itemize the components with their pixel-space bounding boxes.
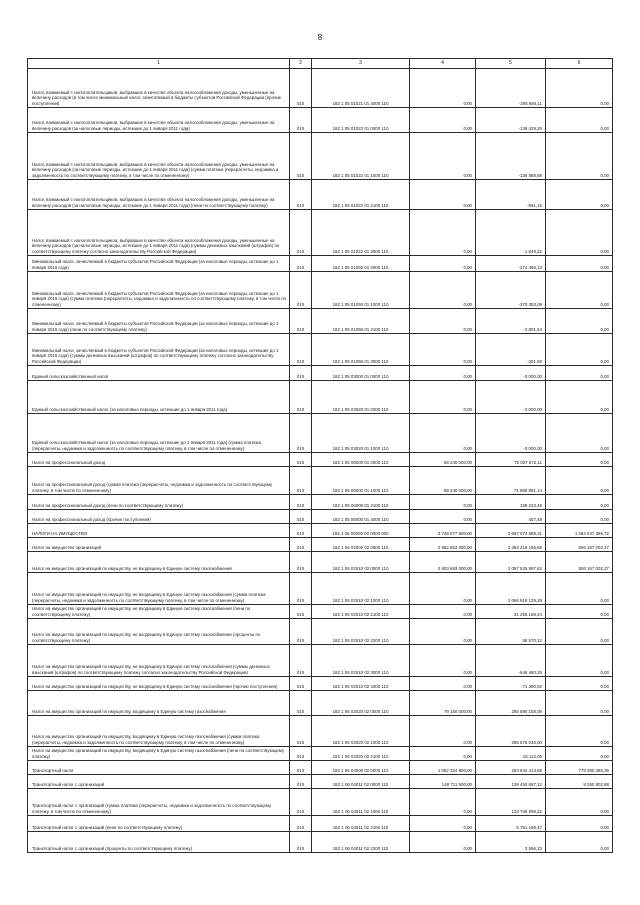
- row-approved-amount: 0,00: [410, 108, 476, 133]
- row-approved-amount: 2 682 853 000,00: [410, 538, 476, 552]
- row-approved-amount: 0,00: [410, 414, 476, 453]
- column-header: 1: [28, 59, 290, 69]
- row-line-code: 010: [290, 510, 312, 524]
- row-line-code: 010: [290, 691, 312, 716]
- row-executed-amount: -646 480,29: [476, 645, 546, 677]
- row-executed-amount: 133 706 998,22: [476, 789, 546, 816]
- row-executed-amount: 285 675 046,00: [476, 716, 546, 747]
- row-approved-amount: 58 240 000,00: [410, 467, 476, 495]
- row-line-code: 010: [290, 366, 312, 381]
- table-row: [28, 552, 613, 573]
- row-approved-amount: 0,00: [410, 645, 476, 677]
- table-row: [28, 605, 613, 619]
- row-executed-amount: -270 353,09: [476, 272, 546, 309]
- row-line-code: 010: [290, 832, 312, 853]
- table-row: [28, 832, 613, 853]
- row-unexecuted-amount: 0,00: [546, 366, 613, 381]
- row-classification-code: 182 1 05 01021 01 4000 110: [312, 69, 410, 108]
- row-unexecuted-amount: 0,00: [546, 832, 613, 853]
- row-line-code: 010: [290, 210, 312, 256]
- table-row: [28, 538, 613, 552]
- row-classification-code: 182 1 06 00000 00 0000 000: [312, 524, 410, 538]
- row-classification-code: 182 1 06 02010 02 3000 110: [312, 645, 410, 677]
- row-classification-code: 182 1 05 01022 01 2100 110: [312, 180, 410, 210]
- row-unexecuted-amount: 9 260 802,88: [546, 775, 613, 789]
- row-approved-amount: 58 240 000,00: [410, 453, 476, 467]
- row-description: Транспортный налог с организаций (проценты по соответствующему платежу): [28, 832, 290, 853]
- row-executed-amount: -139 429,25: [476, 108, 546, 133]
- row-unexecuted-amount: 0,00: [546, 645, 613, 677]
- row-description: Налог на профессиональный доход (сумма платежа (перерасчеты, недоимка и задолженность по соответствующему платежу, в том числе по отмененному): [28, 467, 290, 495]
- row-line-code: 010: [290, 180, 312, 210]
- row-executed-amount: 283 844 413,65: [476, 761, 546, 775]
- row-description: Налог на имущество организаций по имуществу, не входящему в Единую систему газоснабжения (пени по соответствующему платежу): [28, 605, 290, 619]
- row-classification-code: 182 1 05 03020 01 1000 110: [312, 414, 410, 453]
- row-unexecuted-amount: 0,00: [546, 453, 613, 467]
- row-line-code: 010: [290, 552, 312, 573]
- table-row: [28, 761, 613, 775]
- row-approved-amount: 79 160 000,00: [410, 691, 476, 716]
- row-line-code: 010: [290, 775, 312, 789]
- row-approved-amount: 3 745 077 800,00: [410, 524, 476, 538]
- table-row: [28, 573, 613, 605]
- row-executed-amount: 285 690 158,05: [476, 691, 546, 716]
- row-line-code: 010: [290, 538, 312, 552]
- row-line-code: 010: [290, 309, 312, 334]
- row-description: Налог на профессиональный доход (прочие поступления): [28, 510, 290, 524]
- row-approved-amount: 0,00: [410, 180, 476, 210]
- row-unexecuted-amount: 0,00: [546, 133, 613, 180]
- row-classification-code: 182 1 05 06000 01 1000 110: [312, 467, 410, 495]
- table-row: [28, 133, 613, 180]
- row-description: Транспортный налог: [28, 761, 290, 775]
- row-approved-amount: 0,00: [410, 832, 476, 853]
- table-row: [28, 414, 613, 453]
- row-executed-amount: -1 849,22: [476, 210, 546, 256]
- row-classification-code: 182 1 05 01022 01 3000 110: [312, 210, 410, 256]
- column-header: 2: [290, 59, 312, 69]
- row-unexecuted-amount: 0,00: [546, 816, 613, 832]
- row-unexecuted-amount: 0,00: [546, 180, 613, 210]
- row-description: Налог на имущество организаций по имуществу, не входящему в Единую систему газоснабжения (суммы денежных взысканий (штрафов) по соответствующему платежу согласно законодательству Российской Федерации): [28, 645, 290, 677]
- row-line-code: 010: [290, 256, 312, 272]
- row-line-code: 010: [290, 272, 312, 309]
- table-row: [28, 381, 613, 414]
- row-description: Налог на имущество организаций: [28, 538, 290, 552]
- table-row: [28, 716, 613, 747]
- row-description: Налог на имущество организаций по имуществу, не входящему в Единую систему газоснабжения (прочие поступления): [28, 677, 290, 691]
- column-header: 3: [312, 59, 410, 69]
- row-classification-code: 182 1 06 02010 02 2100 110: [312, 605, 410, 619]
- row-unexecuted-amount: 0,00: [546, 619, 613, 645]
- row-approved-amount: 0,00: [410, 677, 476, 691]
- row-approved-amount: 0,00: [410, 381, 476, 414]
- row-unexecuted-amount: 0,00: [546, 510, 613, 524]
- row-executed-amount: -291,50: [476, 334, 546, 366]
- table-row: [28, 467, 613, 495]
- row-classification-code: 182 1 05 06000 01 4000 110: [312, 510, 410, 524]
- page-number: 8: [317, 33, 323, 42]
- table-row: [28, 510, 613, 524]
- row-line-code: 010: [290, 619, 312, 645]
- row-unexecuted-amount: 506 167 002,37: [546, 538, 613, 552]
- row-description: Транспортный налог с организаций (пени по соответствующему платежу): [28, 816, 290, 832]
- row-classification-code: 182 1 06 04011 02 2200 110: [312, 832, 410, 853]
- row-description: Налог, взимаемый с налогоплательщиков, выбравших в качестве объекта налогообложения доходы, уменьшенные на величину расходов (в том числе минимальный налог, зачисляемый в бюджеты субъектов Российской Федерации (прочие поступления): [28, 69, 290, 108]
- row-line-code: 010: [290, 334, 312, 366]
- row-executed-amount: -274 486,13: [476, 256, 546, 272]
- row-line-code: 010: [290, 69, 312, 108]
- row-description: Минимальный налог, зачисляемый в бюджеты субъектов Российской Федерации (за налоговые периоды, истекшие до 1 января 2016 года) (пени по соответствующему платежу): [28, 309, 290, 334]
- row-approved-amount: 2 603 693 000,00: [410, 552, 476, 573]
- row-unexecuted-amount: 0,00: [546, 677, 613, 691]
- table-row: [28, 789, 613, 816]
- row-classification-code: 182 1 05 01050 01 2100 110: [312, 309, 410, 334]
- row-unexecuted-amount: 0,00: [546, 716, 613, 747]
- row-unexecuted-amount: 0,00: [546, 256, 613, 272]
- row-approved-amount: 0,00: [410, 716, 476, 747]
- table-row: [28, 816, 613, 832]
- row-executed-amount: -3 000,00: [476, 366, 546, 381]
- row-line-code: 010: [290, 716, 312, 747]
- row-classification-code: 182 1 06 02010 02 2200 110: [312, 619, 410, 645]
- row-line-code: 010: [290, 816, 312, 832]
- row-description: Транспортный налог с организаций (сумма платежа (перерасчеты, недоимка и задолженность по соответствующему платежу, в том числе по отмененному): [28, 789, 290, 816]
- row-classification-code: 182 1 05 01050 01 0000 110: [312, 256, 410, 272]
- row-approved-amount: 0,00: [410, 334, 476, 366]
- row-description: Минимальный налог, зачисляемый в бюджеты субъектов Российской Федерации (за налоговые периоды, истекшие до 1 января 2016 года) (сумма платежа (перерасчеты, недоимка и задолженность по соответствующему платежу, в том числе по отмененному): [28, 272, 290, 309]
- table-header-row: [28, 59, 613, 69]
- row-executed-amount: -3 801,54: [476, 309, 546, 334]
- row-approved-amount: 0,00: [410, 816, 476, 832]
- row-executed-amount: 457,48: [476, 510, 546, 524]
- row-unexecuted-amount: 0,00: [546, 108, 613, 133]
- row-unexecuted-amount: 0,00: [546, 69, 613, 108]
- row-classification-code: 182 1 05 03020 01 0000 110: [312, 381, 410, 414]
- row-classification-code: 182 1 05 01022 01 1000 110: [312, 133, 410, 180]
- row-approved-amount: 0,00: [410, 272, 476, 309]
- row-line-code: 010: [290, 414, 312, 453]
- row-description: Транспортный налог с организаций: [28, 775, 290, 789]
- row-executed-amount: -136 588,88: [476, 133, 546, 180]
- row-executed-amount: 5 751 199,47: [476, 816, 546, 832]
- row-executed-amount: -991,15: [476, 180, 546, 210]
- row-unexecuted-amount: 0,00: [546, 691, 613, 716]
- row-classification-code: 182 1 06 04011 02 2100 110: [312, 816, 410, 832]
- row-classification-code: 182 1 06 04011 02 0000 110: [312, 775, 410, 789]
- row-classification-code: 182 1 05 06000 01 2100 110: [312, 495, 410, 510]
- row-classification-code: 182 1 06 02020 02 1000 110: [312, 716, 410, 747]
- row-executed-amount: -3 000,00: [476, 381, 546, 414]
- row-classification-code: 182 1 05 06000 01 0000 110: [312, 453, 410, 467]
- table-row: [28, 645, 613, 677]
- row-unexecuted-amount: 0,00: [546, 789, 613, 816]
- row-classification-code: 182 1 05 01050 01 3000 110: [312, 334, 410, 366]
- row-line-code: 010: [290, 453, 312, 467]
- row-unexecuted-amount: 506 167 002,37: [546, 552, 613, 573]
- row-description: Минимальный налог, зачисляемый в бюджеты субъектов Российской Федерации (за налоговые периоды, истекшие до 1 января 2016 года): [28, 256, 290, 272]
- row-unexecuted-amount: 0,00: [546, 414, 613, 453]
- table-row: [28, 272, 613, 309]
- table-row: [28, 524, 613, 538]
- row-approved-amount: 0,00: [410, 366, 476, 381]
- row-executed-amount: -206 684,11: [476, 69, 546, 108]
- row-executed-amount: 2 383 218 155,68: [476, 538, 546, 552]
- table-row: [28, 453, 613, 467]
- row-executed-amount: 2 066 919 129,28: [476, 573, 546, 605]
- row-line-code: 010: [290, 789, 312, 816]
- column-header: 6: [546, 59, 613, 69]
- row-unexecuted-amount: 0,00: [546, 334, 613, 366]
- row-line-code: 010: [290, 573, 312, 605]
- row-unexecuted-amount: 778 380 386,35: [546, 761, 613, 775]
- row-description: Налог на имущество организаций по имуществу, входящему в Единую систему газоснабжения: [28, 691, 290, 716]
- table-row: [28, 775, 613, 789]
- row-approved-amount: 0,00: [410, 605, 476, 619]
- revenue-table: [27, 58, 613, 853]
- row-classification-code: 182 1 06 02010 02 4000 110: [312, 677, 410, 691]
- row-classification-code: 182 1 06 02020 02 2100 110: [312, 747, 410, 761]
- row-description: Налог на профессиональный доход: [28, 453, 290, 467]
- row-approved-amount: 0,00: [410, 619, 476, 645]
- row-description: Налог на имущество организаций по имуществу, входящему в Единую систему газоснабжения (пени по соответствующему платежу): [28, 747, 290, 761]
- table-row: [28, 69, 613, 108]
- row-description: НАЛОГИ НА ИМУЩЕСТВО: [28, 524, 290, 538]
- row-approved-amount: 0,00: [410, 747, 476, 761]
- table-row: [28, 309, 613, 334]
- row-unexecuted-amount: 0,00: [546, 495, 613, 510]
- row-line-code: 010: [290, 645, 312, 677]
- column-header: 5: [476, 59, 546, 69]
- row-approved-amount: 1 062 224 800,00: [410, 761, 476, 775]
- table-row: [28, 334, 613, 366]
- row-executed-amount: -3 000,00: [476, 414, 546, 453]
- table-row: [28, 366, 613, 381]
- row-line-code: 010: [290, 495, 312, 510]
- row-line-code: 010: [290, 524, 312, 538]
- row-classification-code: 182 1 05 01022 01 0000 110: [312, 108, 410, 133]
- row-approved-amount: 0,00: [410, 573, 476, 605]
- row-executed-amount: 139 450 697,12: [476, 775, 546, 789]
- row-description: Налог, взимаемый с налогоплательщиков, выбравших в качестве объекта налогообложения доходы, уменьшенные на величину расходов (за налоговые периоды, истекшие до 1 января 2011 года) (сумма платежа (перерасчеты, недоимка и задолженность по соответствующему платежу, в том числе по отмененному): [28, 133, 290, 180]
- row-approved-amount: 0,00: [410, 133, 476, 180]
- row-description: Налог, взимаемый с налогоплательщиков, выбравших в качестве объекта налогообложения доходы, уменьшенные на величину расходов (за налоговые периоды, истекшие до 1 января 2011 года) (суммы денежных взысканий (штрафов) по соответствующему платежу согласно законодательству Российской Федерации): [28, 210, 290, 256]
- row-unexecuted-amount: 0,00: [546, 747, 613, 761]
- table-row: [28, 619, 613, 645]
- row-executed-amount: 158 223,49: [476, 495, 546, 510]
- row-description: Налог на имущество организаций по имуществу, входящему в Единую систему газоснабжения (сумма платежа (перерасчеты, недоимка и задолженность по соответствующему платежу, в том числе по отмененному): [28, 716, 290, 747]
- row-unexecuted-amount: 0,00: [546, 381, 613, 414]
- row-approved-amount: 0,00: [410, 210, 476, 256]
- row-unexecuted-amount: 0,00: [546, 272, 613, 309]
- row-executed-amount: -71 390,92: [476, 677, 546, 691]
- table-row: [28, 180, 613, 210]
- table-row: [28, 747, 613, 761]
- row-line-code: 010: [290, 747, 312, 761]
- row-executed-amount: 3 556,22: [476, 832, 546, 853]
- row-description: Налог на имущество организаций по имуществу, не входящему в Единую систему газоснабжения (проценты по соответствующему платежу): [28, 619, 290, 645]
- row-approved-amount: 0,00: [410, 495, 476, 510]
- table-row: [28, 210, 613, 256]
- row-unexecuted-amount: 0,00: [546, 605, 613, 619]
- row-description: Налог на профессиональный доход (пени по соответствующему платежу): [28, 495, 290, 510]
- row-unexecuted-amount: 0,00: [546, 210, 613, 256]
- row-approved-amount: 148 711 500,00: [410, 775, 476, 789]
- row-approved-amount: 0,00: [410, 789, 476, 816]
- row-classification-code: 182 1 05 01050 01 1000 110: [312, 272, 410, 309]
- table-row: [28, 495, 613, 510]
- row-classification-code: 182 1 06 02020 02 0000 110: [312, 691, 410, 716]
- row-line-code: 010: [290, 381, 312, 414]
- row-executed-amount: 15 112,05: [476, 747, 546, 761]
- row-executed-amount: 2 097 525 997,63: [476, 552, 546, 573]
- row-approved-amount: 0,00: [410, 309, 476, 334]
- row-executed-amount: 31 265 169,44: [476, 605, 546, 619]
- row-description: Минимальный налог, зачисляемый в бюджеты субъектов Российской Федерации (за налоговые периоды, истекшие до 1 января 2016 года) (суммы денежных взысканий (штрафов) по соответствующему платежу согласно законодательству Российской Федерации): [28, 334, 290, 366]
- row-executed-amount: 2 667 074 689,31: [476, 524, 546, 538]
- row-classification-code: 182 1 06 04011 02 1000 110: [312, 789, 410, 816]
- row-line-code: 010: [290, 605, 312, 619]
- row-executed-amount: 71 868 891,14: [476, 467, 546, 495]
- row-description: Единый сельскохозяйственный налог (за налоговые периоды, истекшие до 1 января 2011 года) (сумма платежа (перерасчеты, недоимка и задолженность по соответствующему платежу, в том числе по отмененному): [28, 414, 290, 453]
- row-line-code: 010: [290, 761, 312, 775]
- row-line-code: 010: [290, 467, 312, 495]
- row-approved-amount: 0,00: [410, 510, 476, 524]
- row-unexecuted-amount: 0,00: [546, 467, 613, 495]
- row-line-code: 010: [290, 133, 312, 180]
- row-executed-amount: 58 570,12: [476, 619, 546, 645]
- table-row: [28, 256, 613, 272]
- row-unexecuted-amount: 0,00: [546, 309, 613, 334]
- row-description: Налог на имущество организаций по имуществу, не входящему в Единую систему газоснабжения (сумма платежа (перерасчеты, недоимка и задолженность по соответствующему платежу, в том числе по отмененному): [28, 573, 290, 605]
- row-classification-code: 182 1 06 02000 02 0000 110: [312, 538, 410, 552]
- row-description: Налог на имущество организаций по имуществу, не входящему в Единую систему газоснабжения: [28, 552, 290, 573]
- row-unexecuted-amount: 0,00: [546, 573, 613, 605]
- row-unexecuted-amount: 1 284 547 386,72: [546, 524, 613, 538]
- row-description: Налог, взимаемый с налогоплательщиков, выбравших в качестве объекта налогообложения доходы, уменьшенные на величину расходов (за налоговые периоды, истекшие до 1 января 2011 года): [28, 108, 290, 133]
- row-classification-code: 182 1 06 02010 02 0000 110: [312, 552, 410, 573]
- row-classification-code: 182 1 05 03000 01 0000 110: [312, 366, 410, 381]
- row-approved-amount: 0,00: [410, 69, 476, 108]
- row-line-code: 010: [290, 677, 312, 691]
- row-description: Единый сельскохозяйственный налог: [28, 366, 290, 381]
- row-line-code: 010: [290, 108, 312, 133]
- table-row: [28, 691, 613, 716]
- row-approved-amount: 0,00: [410, 256, 476, 272]
- row-description: Единый сельскохозяйственный налог (за налоговые периоды, истекшие до 1 января 2011 года): [28, 381, 290, 414]
- row-executed-amount: 72 027 572,11: [476, 453, 546, 467]
- row-classification-code: 182 1 06 04000 02 0000 110: [312, 761, 410, 775]
- table-row: [28, 677, 613, 691]
- row-description: Налог, взимаемый с налогоплательщиков, выбравших в качестве объекта налогообложения доходы, уменьшенные на величину расходов (за налоговые периоды, истекшие до 1 января 2011 года) (пени по соответствующему платежу): [28, 180, 290, 210]
- row-classification-code: 182 1 06 02010 02 1000 110: [312, 573, 410, 605]
- table-row: [28, 108, 613, 133]
- column-header: 4: [410, 59, 476, 69]
